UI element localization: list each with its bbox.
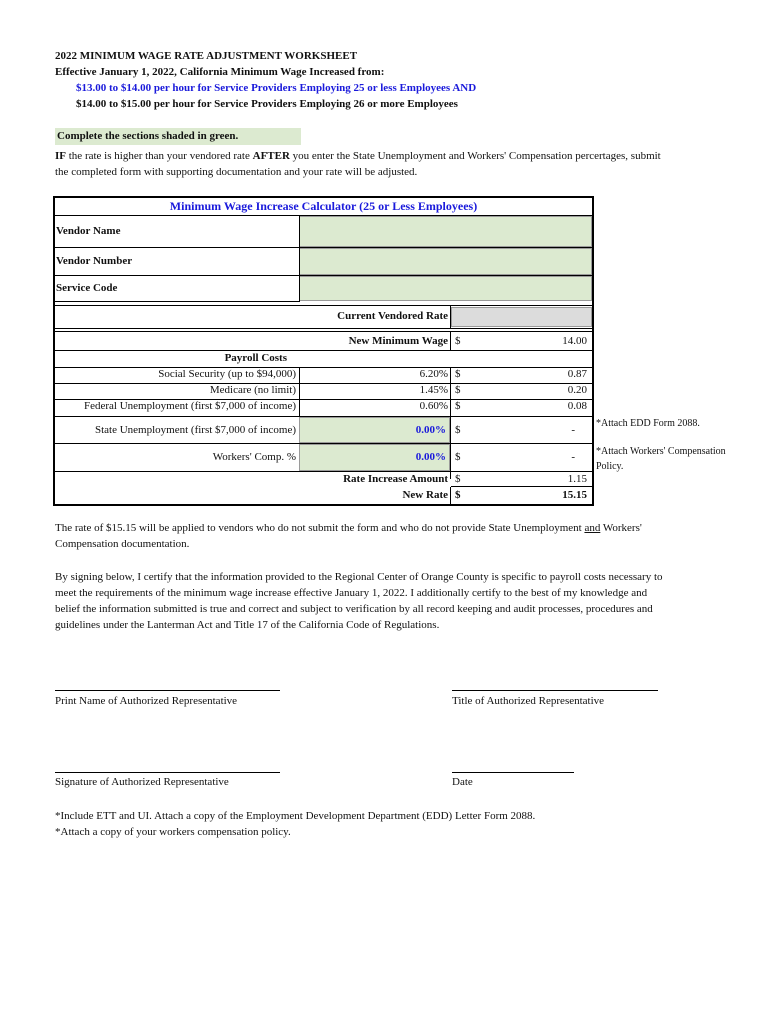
payroll-costs-label: Payroll Costs [224,352,287,364]
medicare-label: Medicare (no limit) [209,384,296,396]
medicare-pct: 1.45% [419,384,448,396]
federal-unemployment-amount: 0.08 [567,400,587,412]
social-security-label: Social Security (up to $94,000) [158,368,296,380]
page-title: 2022 MINIMUM WAGE RATE ADJUSTMENT WORKSHEET [55,50,358,62]
title-line[interactable] [452,690,658,691]
rate-line-1: $13.00 to $14.00 per hour for Service Providers Employing 25 or less Employees AND [76,82,477,94]
rate-note-line-1: The rate of $15.15 will be applied to vendors who do not submit the form and who do not provide State Unemployment and Workers' [55,522,642,534]
social-security-amount: 0.87 [567,368,587,380]
state-unemployment-label: State Unemployment (first $7,000 of income) [94,424,296,436]
effective-line: Effective January 1, 2022, California Minimum Wage Increased from: [55,66,385,78]
certify-line-2: meet the requirements of the minimum wage increase effective January 1, 2022. I additionally certify to the best of my knowledge and [55,587,648,599]
new-rate-label: New Rate [402,489,448,501]
vendor-name-input[interactable] [299,216,592,247]
edd-note: *Attach EDD Form 2088. [596,418,700,429]
new-rate-value: 15.15 [562,489,587,501]
date-line[interactable] [452,772,574,773]
shaded-instruction: Complete the sections shaded in green. [55,128,301,145]
current-rate-input[interactable] [451,307,592,327]
vendor-number-input[interactable] [299,248,592,275]
current-rate-label: Current Vendored Rate [337,310,448,322]
new-min-wage-label: New Minimum Wage [348,335,448,347]
instruction-line-2: the completed form with supporting documentation and your rate will be adjusted. [55,166,418,178]
certify-line-4: guidelines under the Lanterman Act and Title 17 of the California Code of Regulations. [55,619,440,631]
vendor-number-label: Vendor Number [56,255,133,267]
state-unemployment-dollar: $ [455,424,461,436]
title-label: Title of Authorized Representative [452,695,605,707]
medicare-dollar: $ [455,384,461,396]
rate-note-line-2: Compensation documentation. [55,538,190,550]
workers-comp-pct: 0.00% [415,451,446,463]
state-unemployment-amount: - [571,424,575,436]
federal-unemployment-dollar: $ [455,400,461,412]
federal-unemployment-pct: 0.60% [419,400,448,412]
new-min-wage-value: 14.00 [562,335,587,347]
date-label: Date [452,776,473,788]
print-name-label: Print Name of Authorized Representative [55,695,238,707]
certify-line-3: belief the information submitted is true and correct and subject to verification by all record keeping and audit processes, procedures and [55,603,653,615]
wc-note: *Attach Workers' Compensation Policy. [596,446,726,472]
rate-increase-dollar: $ [455,473,461,485]
social-security-pct: 6.20% [419,368,448,380]
rate-increase-label: Rate Increase Amount [343,473,448,485]
state-unemployment-pct: 0.00% [415,424,446,436]
medicare-amount: 0.20 [567,384,587,396]
new-min-wage-dollar: $ [455,335,461,347]
service-code-label: Service Code [56,282,118,294]
print-name-line[interactable] [55,690,280,691]
new-rate-dollar: $ [455,489,461,501]
vendor-name-label: Vendor Name [56,225,121,237]
federal-unemployment-label: Federal Unemployment (first $7,000 of income) [83,400,296,412]
rate-increase-value: 1.15 [567,473,587,485]
workers-comp-dollar: $ [455,451,461,463]
signature-label: Signature of Authorized Representative [55,776,229,788]
workers-comp-amount: - [571,451,575,463]
footnote-1: *Include ETT and UI. Attach a copy of the Employment Development Department (EDD) Letter Form 2088. [55,810,536,822]
calculator-title: Minimum Wage Increase Calculator (25 or Less Employees) [169,199,478,213]
footnote-2: *Attach a copy of your workers compensation policy. [55,826,291,838]
certify-line-1: By signing below, I certify that the information provided to the Regional Center of Orange County is specific to payroll costs necessary to [55,571,663,583]
rate-line-2: $14.00 to $15.00 per hour for Service Providers Employing 26 or more Employees [76,98,458,110]
workers-comp-label: Workers' Comp. % [212,451,296,463]
social-security-dollar: $ [455,368,461,380]
instruction-line-1: IF the rate is higher than your vendored rate AFTER you enter the State Unemployment and Workers' Compensation percertages, submit [55,150,661,162]
signature-line[interactable] [55,772,280,773]
service-code-input[interactable] [299,276,592,301]
